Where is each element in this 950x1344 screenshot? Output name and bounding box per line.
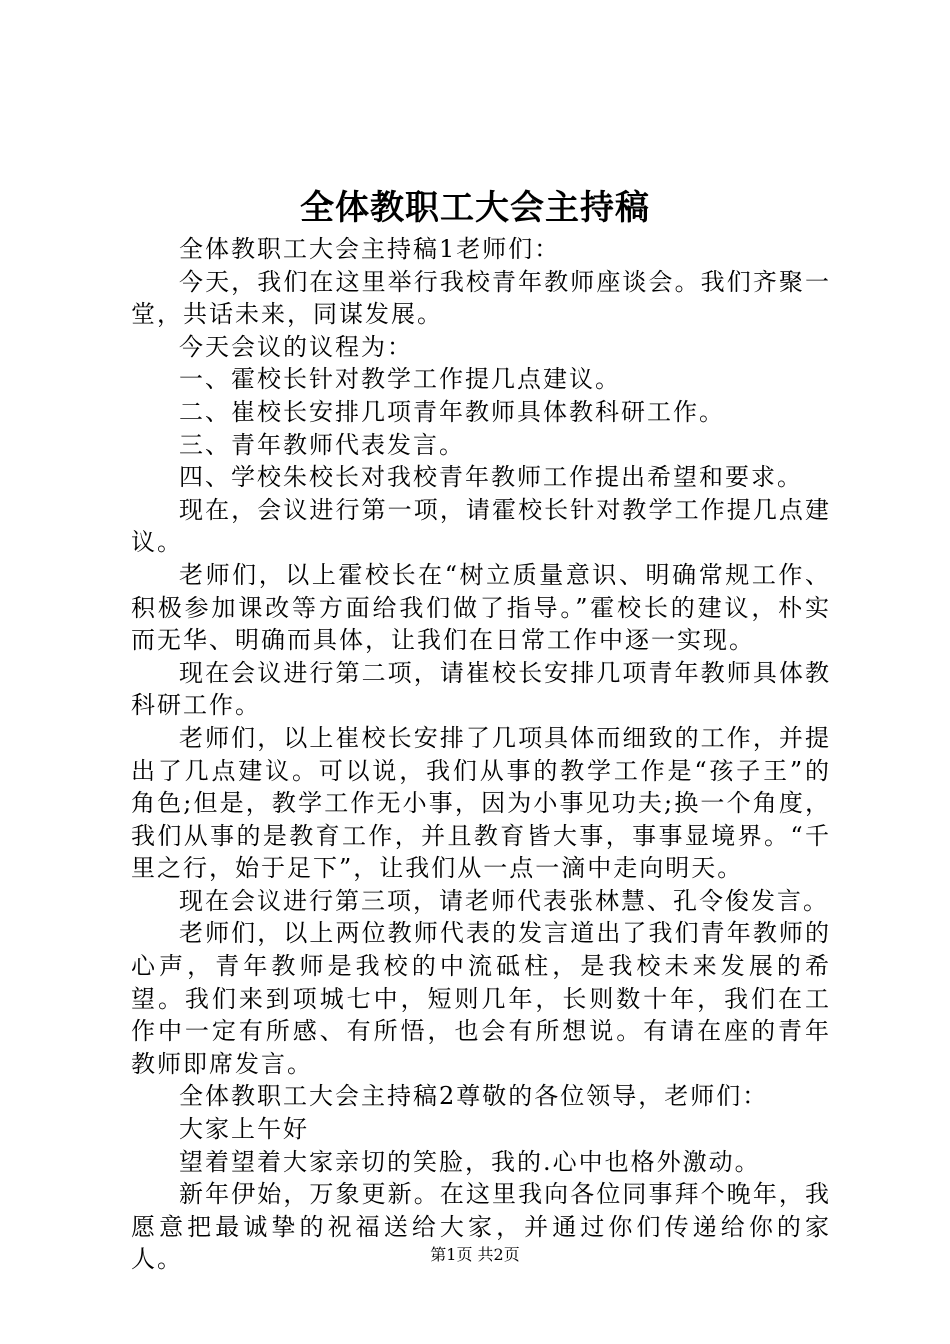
paragraph: 二、崔校长安排几项青年教师具体教科研工作。: [179, 397, 725, 426]
paragraph: 大家上午好: [179, 1115, 309, 1144]
paragraph: 四、学校朱校长对我校青年教师工作提出希望和要求。: [179, 463, 803, 492]
paragraph: 今天，我们在这里举行我校青年教师座谈会。我们齐聚一堂，共话未来，同谋发展。: [131, 267, 831, 329]
paragraph: 老师们，以上两位教师代表的发言道出了我们青年教师的心声，青年教师是我校的中流砥柱，是我校未来发展的希望。我们来到项城七中，短则几年，长则数十年，我们在工作中一定有所感、有所悟，也会有所想说。有请在座的青年教师即席发言。: [131, 919, 831, 1078]
paragraph: 全体教职工大会主持稿1老师们：: [179, 235, 561, 263]
paragraph: 今天会议的议程为：: [179, 332, 413, 361]
paragraph: 现在，会议进行第一项，请霍校长针对教学工作提几点建议。: [131, 495, 831, 557]
document-title: 全体教职工大会主持稿: [300, 188, 650, 228]
paragraph: 三、青年教师代表发言。: [179, 430, 465, 459]
paragraph: 新年伊始，万象更新。在这里我向各位同事拜个晚年，我愿意把最诚挚的祝福送给大家，并通过你们传递给你的家人。: [131, 1180, 831, 1274]
paragraph: 老师们，以上霍校长在“树立质量意识、明确常规工作、积极参加课改等方面给我们做了指导。”霍校长的建议，朴实而无华、明确而具体，让我们在日常工作中逐一实现。: [131, 560, 831, 655]
paragraph: 一、霍校长针对教学工作提几点建议。: [179, 365, 621, 394]
paragraph: 望着望着大家亲切的笑脸，我的.心中也格外激动。: [179, 1147, 761, 1176]
paragraph: 全体教职工大会主持稿2尊敬的各位领导，老师们：: [179, 1082, 769, 1111]
paragraph: 现在会议进行第三项，请老师代表张林慧、孔令俊发言。: [179, 886, 829, 915]
paragraph: 老师们，以上崔校长安排了几项具体而细致的工作，并提出了几点建议。可以说，我们从事的教学工作是“孩子王”的角色;但是，教学工作无小事，因为小事见功夫;换一个角度，我们从事的是教育工作，并且教育皆大事，事事显境界。“千里之行，始于足下”，让我们从一点一滴中走向明天。: [131, 723, 831, 883]
document-body: [131, 233, 831, 1276]
paragraph: 现在会议进行第二项，请崔校长安排几项青年教师具体教科研工作。: [131, 658, 831, 720]
page-number-footer: 第1页 共2页: [430, 1245, 520, 1264]
